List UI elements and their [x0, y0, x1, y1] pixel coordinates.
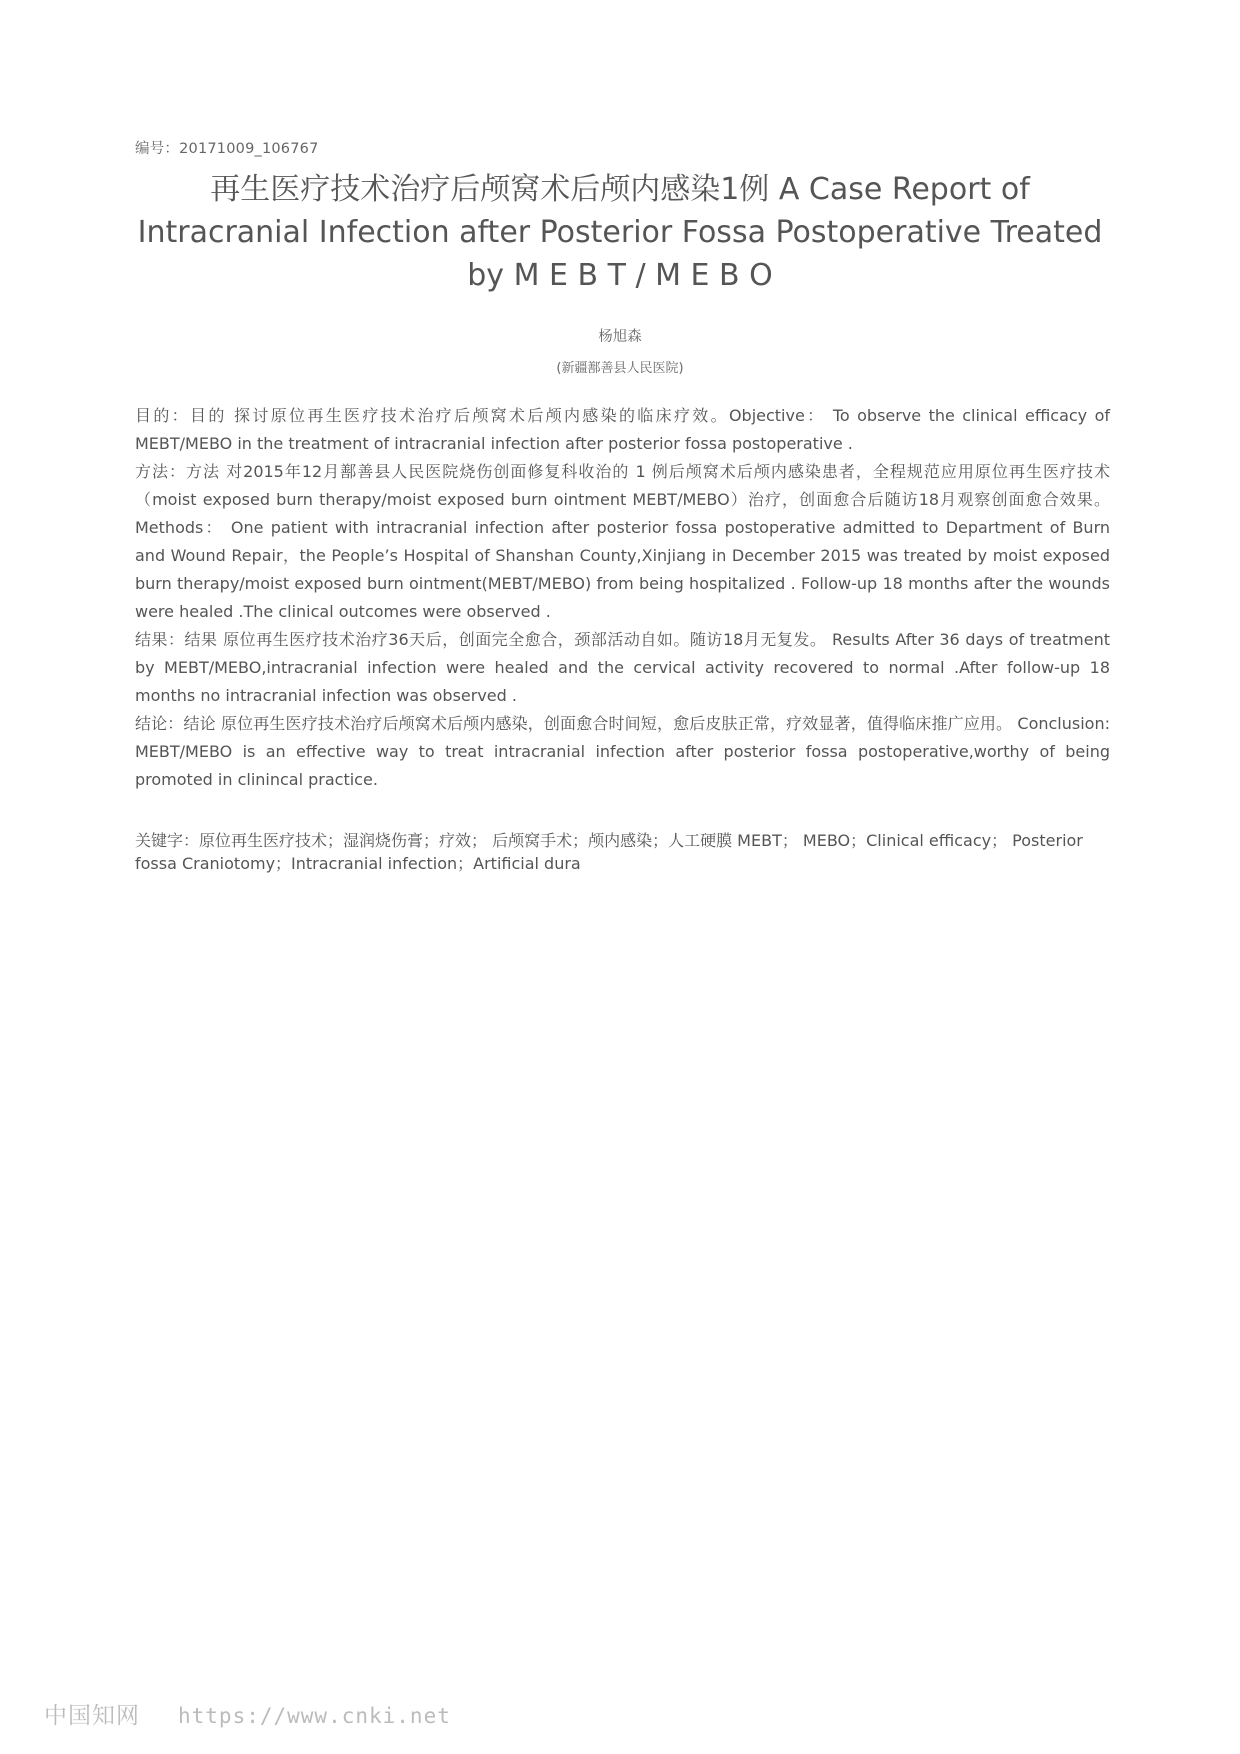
- paper-title: 再生医疗技术治疗后颅窝术后颅内感染1例 A Case Report of Intracranial Infection after Posterior Fossa Postoperative Treated by M E B T / M E B O: [137, 172, 1103, 293]
- author-name: 杨旭森: [598, 329, 642, 345]
- author-affiliation: (新疆鄯善县人民医院): [556, 361, 684, 376]
- keywords: 关键字：原位再生医疗技术；湿润烧伤膏；疗效； 后颅窝手术；颅内感染；人工硬膜 MEBT； MEBO；Clinical efficacy； Posterior fossa Craniotomy；Intracranial infection；Artificial dura: [135, 831, 1083, 873]
- abstract: [135, 402, 1110, 794]
- abstract-results: 结果：结果 原位再生医疗技术治疗36天后，创面完全愈合，颈部活动自如。随访18月无复发。 Results After 36 days of treatment by MEBT/MEBO,intracranial infection were healed and the cervical activity recovered to normal .After follow-up 18 months no intracranial infection was observed .: [135, 630, 1110, 705]
- abstract-objective: 目的：目的 探讨原位再生医疗技术治疗后颅窝术后颅内感染的临床疗效。Objective： To observe the clinical efficacy of MEBT/MEBO in the treatment of intracranial infection after posterior fossa postoperative .: [135, 406, 1110, 453]
- footer-watermark: [44, 1697, 451, 1730]
- footer-site-name: 中国知网: [44, 1703, 140, 1729]
- document-number: 编号：20171009_106767: [135, 141, 319, 157]
- abstract-conclusion: 结论：结论 原位再生医疗技术治疗后颅窝术后颅内感染，创面愈合时间短，愈后皮肤正常，疗效显著，值得临床推广应用。 Conclusion: MEBT/MEBO is an effective way to treat intracranial infection after posterior fossa postoperative,worthy of being promoted in clinincal practice.: [135, 714, 1110, 789]
- footer-url[interactable]: https://www.cnki.net: [178, 1704, 451, 1728]
- abstract-methods: 方法：方法 对2015年12月鄯善县人民医院烧伤创面修复科收治的 1 例后颅窝术后颅内感染患者，全程规范应用原位再生医疗技术（moist exposed burn therapy/moist exposed burn ointment MEBT/MEBO）治疗，创面愈合后随访18月观察创面愈合效果。Methods： One patient with intracranial infection after posterior fossa postoperative admitted to Department of Burn and Wound Repair，the People’s Hospital of Shanshan County,Xinjiang in December 2015 was treated by moist exposed burn therapy/moist exposed burn ointment(MEBT/MEBO) from being hospitalized . Follow-up 18 months after the wounds were healed .The clinical outcomes were observed .: [135, 462, 1110, 621]
